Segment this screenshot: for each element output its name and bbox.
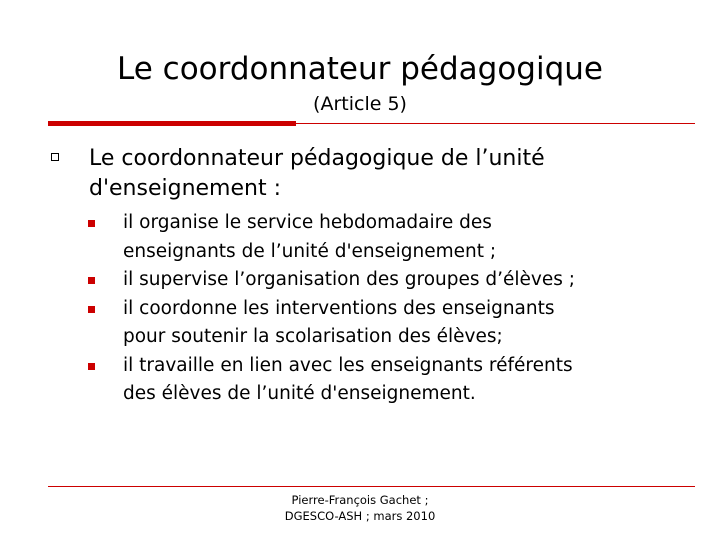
slide-footer — [240, 492, 480, 524]
title-divider-thin — [296, 123, 695, 124]
list-item — [123, 295, 703, 352]
slide-title: Le coordonnateur pédagogique — [117, 51, 603, 87]
list-item — [123, 266, 703, 295]
main-point-line: Le coordonnateur pédagogique de l’unité — [89, 146, 545, 171]
red-square-bullet-icon — [88, 277, 95, 284]
footer-author: Pierre-François Gachet ; — [291, 493, 429, 507]
list-item — [123, 352, 703, 409]
main-point — [89, 144, 689, 204]
red-square-bullet-icon — [88, 306, 95, 313]
red-square-bullet-icon — [88, 220, 95, 227]
footer-divider — [48, 486, 695, 487]
title-divider-thick — [48, 121, 296, 126]
list-item — [123, 209, 703, 266]
sub-point-list — [123, 209, 703, 409]
sub-point-line: il travaille en lien avec les enseignants référents — [123, 354, 573, 376]
main-point-line: d'enseignement : — [89, 176, 281, 201]
sub-point-line: il organise le service hebdomadaire des — [123, 212, 492, 233]
slide-subtitle: (Article 5) — [313, 93, 407, 115]
red-square-bullet-icon — [88, 363, 95, 370]
footer-source-date: DGESCO-ASH ; mars 2010 — [284, 509, 436, 523]
sub-point-line: pour soutenir la scolarisation des élèves; — [123, 326, 503, 347]
hollow-square-bullet-icon — [51, 153, 59, 161]
sub-point-line: des élèves de l’unité d'enseignement. — [123, 383, 476, 404]
title-divider — [48, 121, 695, 126]
sub-point-line: il coordonne les interventions des enseignants — [123, 297, 555, 319]
sub-point-line: il supervise l’organisation des groupes d’élèves ; — [123, 269, 575, 290]
sub-point-line: enseignants de l’unité d'enseignement ; — [123, 240, 497, 262]
